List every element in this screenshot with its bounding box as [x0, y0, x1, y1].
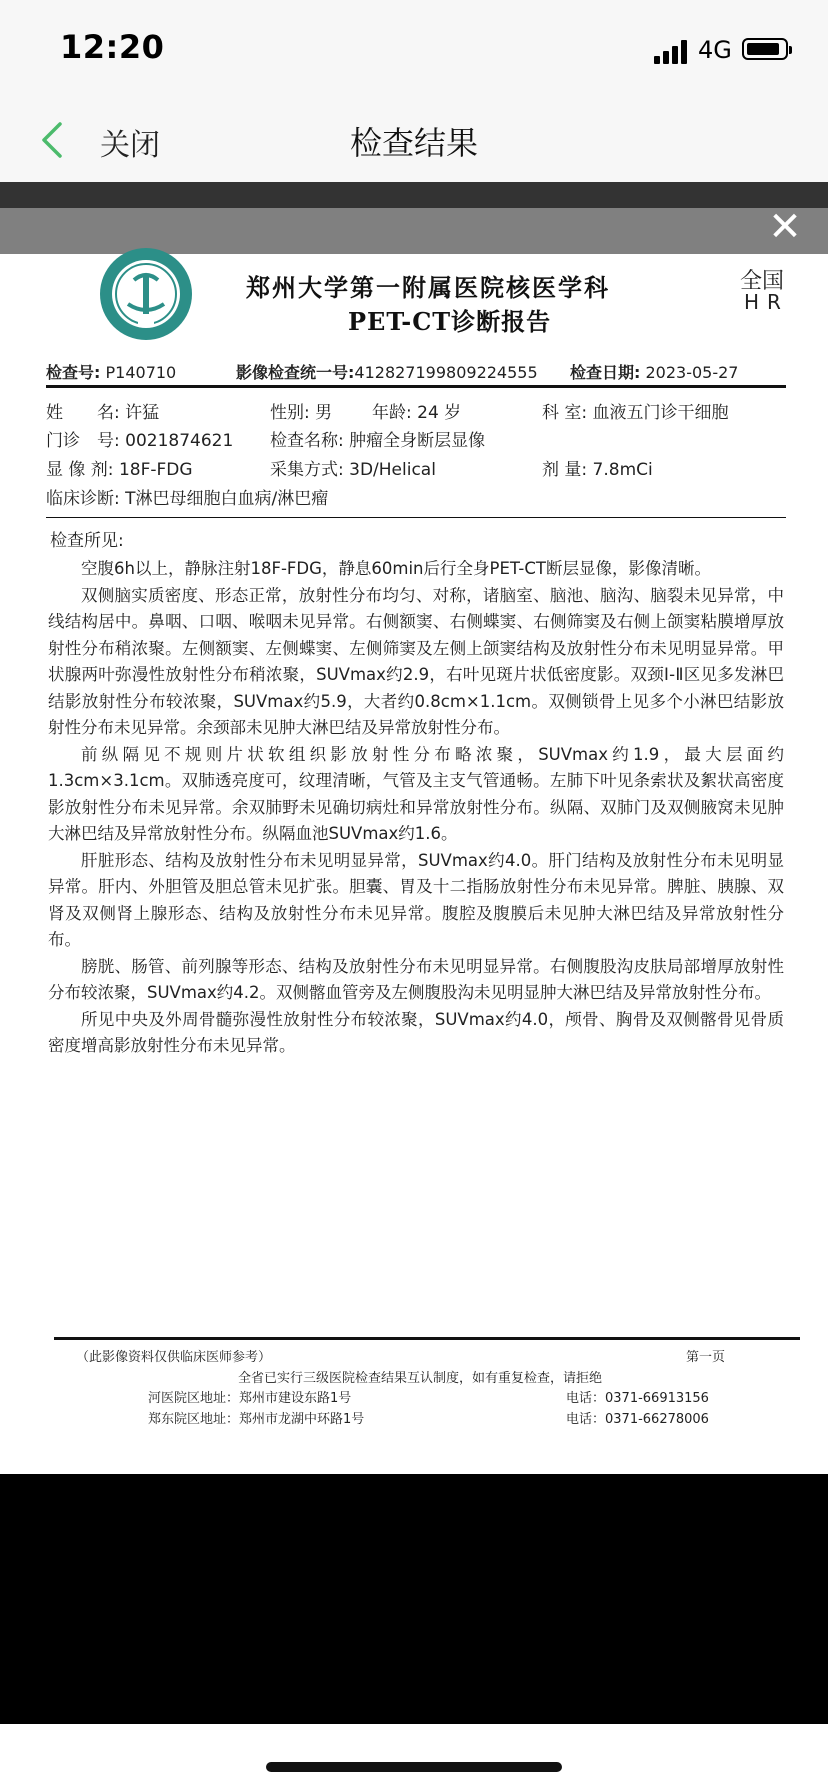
patient-age: 年龄: 24 岁: [372, 403, 462, 423]
mark-line-1: 全国: [740, 269, 785, 294]
clinical-diagnosis: 临床诊断: T淋巴母细胞白血病/淋巴瘤: [46, 489, 329, 509]
findings-paragraph: 肝脏形态、结构及放射性分布未见明显异常，SUVmax约4.0。肝门结构及放射性分布未见明显异常。肝内、外胆管及胆总管未见扩张。胆囊、胃及十二指肠放射性分布未见异常。脾脏、胰腺、双肾及双侧肾上腺形态、结构及放射性分布未见异常。腹腔及腹膜后未见肿大淋巴结及异常放射性分布。: [48, 850, 784, 949]
acquisition-method: 采集方式: 3D/Helical: [270, 460, 436, 480]
phone-1: 电话：0371-66913156: [566, 1391, 709, 1406]
hospital-name: 郑州大学第一附属医院核医学科: [246, 273, 610, 302]
findings-paragraph: 所见中央及外周骨髓弥漫性放射性分布较浓聚，SUVmax约4.0，颅骨、胸骨及双侧髂骨见骨质密度增高影放射性分布未见异常。: [48, 1009, 784, 1055]
divider: [46, 517, 786, 518]
hospital-logo: [98, 246, 194, 342]
patient-sex: 性别: 男: [270, 403, 333, 423]
signal-icon: [654, 40, 690, 64]
clinic-number: 门诊 号: 0021874621: [46, 431, 234, 451]
exam-number: 检查号: P140710: [46, 363, 177, 382]
close-button[interactable]: 关闭: [100, 128, 160, 163]
viewer-background: [0, 1474, 828, 1724]
patient-dept: 科 室: 血液五门诊干细胞: [542, 403, 729, 423]
findings-paragraph: 前纵隔见不规则片状软组织影放射性分布略浓聚，SUVmax约1.9，最大层面约1.3cm×3.1cm。双肺透亮度可，纹理清晰，气管及主支气管通畅。左肺下叶见条索状及絮状高密度影放射性分布未见异常。余双肺野未见确切病灶和异常放射性分布。纵隔、双肺门及双侧腋窝未见肿大淋巴结及异常放射性分布。纵隔血池SUVmax约1.6。: [48, 744, 784, 843]
mark-line-2: HR: [744, 290, 789, 314]
address-1: 河医院区地址：郑州市建设东路1号: [148, 1391, 352, 1406]
address-2: 郑东院区地址：郑州市龙湖中环路1号: [148, 1412, 365, 1427]
status-bar: [0, 0, 828, 98]
status-time: 12:20: [60, 28, 165, 66]
page-title: 检查结果: [349, 124, 478, 162]
findings-paragraph: 膀胱、肠管、前列腺等形态、结构及放射性分布未见明显异常。右侧腹股沟皮肤局部增厚放射性分布较浓聚，SUVmax约4.2。双侧髂血管旁及左侧腹股沟未见明显肿大淋巴结及异常放射性分布。: [48, 956, 784, 1002]
image-id: 影像检查统一号:412827199809224555: [236, 363, 538, 382]
divider: [46, 385, 786, 388]
phone-2: 电话：0371-66278006: [566, 1412, 709, 1427]
nav-bar: [0, 98, 828, 182]
report-name: PET-CT诊断报告: [348, 307, 552, 336]
exam-name: 检查名称: 肿瘤全身断层显像: [270, 431, 486, 451]
findings-text: [48, 556, 784, 1060]
page-number: 第一页: [686, 1350, 726, 1365]
findings-paragraph: 空腹6h以上，静脉注射18F-FDG，静息60min后行全身PET-CT断层显像，影像清晰。: [81, 559, 711, 578]
network-label: 4G: [698, 36, 732, 64]
findings-paragraph: 双侧脑实质密度、形态正常，放射性分布均匀、对称，诸脑室、脑池、脑沟、脑裂未见异常，中线结构居中。鼻咽、口咽、喉咽未见异常。右侧额窦、右侧蝶窦、右侧筛窦及右侧上颌窦粘膜增厚放射性分布稍浓聚。左侧额窦、左侧蝶窦、左侧筛窦及左侧上颌窦结构及放射性分布未见明显异常。甲状腺两叶弥漫性放射性分布稍浓聚，SUVmax约2.9，右叶见斑片状低密度影。双颈Ⅰ-Ⅱ区见多发淋巴结影放射性分布较浓聚，SUVmax约5.9，大者约0.8cm×1.1cm。双侧锁骨上见多个小淋巴结影放射性分布未见异常。余颈部未见肿大淋巴结及异常放射性分布。: [48, 585, 784, 737]
home-indicator[interactable]: [266, 1762, 562, 1772]
imaging-agent: 显 像 剂: 18F-FDG: [46, 460, 193, 480]
footer-divider: [54, 1337, 800, 1340]
battery-icon: [742, 38, 788, 60]
dose: 剂 量: 7.8mCi: [542, 460, 653, 480]
patient-name: 姓 名: 许猛: [46, 403, 160, 423]
home-area: [0, 1724, 828, 1792]
findings-title: 检查所见:: [50, 531, 124, 551]
exam-date: 检查日期: 2023-05-27: [570, 363, 739, 382]
footer-policy: 全省已实行三级医院检查结果互认制度，如有重复检查，请拒绝: [238, 1371, 603, 1386]
viewer-band: [0, 182, 828, 208]
footer-note: （此影像资料仅供临床医师参考）: [76, 1350, 272, 1365]
close-icon[interactable]: ✕: [768, 204, 802, 250]
